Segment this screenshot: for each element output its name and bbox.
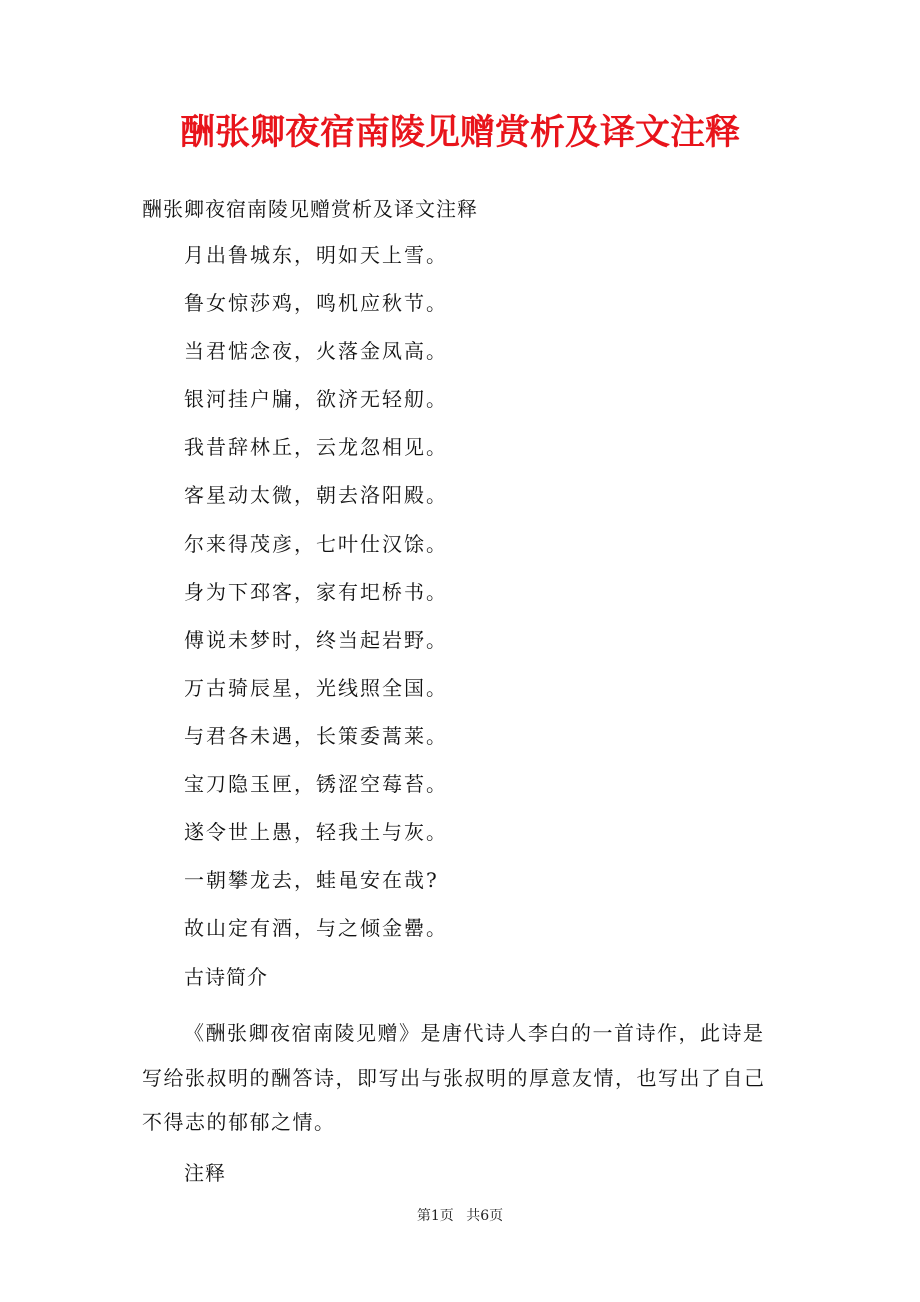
- poem-line: 与君各未遇，长策委蒿莱。: [184, 723, 448, 748]
- poem-line: 我昔辞林丘，云龙忽相见。: [184, 435, 448, 460]
- poem-line: 鲁女惊莎鸡，鸣机应秋节。: [184, 291, 448, 316]
- poem-line: 当君惦念夜，火落金凤高。: [184, 339, 448, 364]
- poem-line: 一朝攀龙去，蛙黾安在哉?: [184, 868, 439, 893]
- document-subtitle: 酬张卿夜宿南陵见赠赏析及译文注释: [142, 197, 478, 221]
- poem-line: 宝刀隐玉匣，锈涩空莓苔。: [184, 772, 448, 797]
- poem-line: 月出鲁城东，明如天上雪。: [184, 243, 448, 267]
- document-title: 酬张卿夜宿南陵见赠赏析及译文注释: [179, 113, 740, 153]
- intro-heading: 古诗简介: [184, 965, 268, 989]
- intro-paragraph: 《酬张卿夜宿南陵见赠》是唐代诗人李白的一首诗作，此诗是写给张叔明的酬答诗，即写出与张叔明的厚意友情，也写出了自己不得志的郁郁之情。: [142, 1021, 766, 1134]
- poem-line: 遂令世上愚，轻我土与灰。: [184, 820, 448, 845]
- poem-text: [184, 240, 448, 961]
- poem-line: 银河挂户牖，欲济无轻舠。: [184, 387, 448, 412]
- page-footer: [0, 1206, 920, 1226]
- page-number-total: 共6页: [466, 1208, 504, 1224]
- page-number-current: 第1页: [416, 1208, 454, 1224]
- poem-line: 客星动太微，朝去洛阳殿。: [184, 483, 448, 508]
- poem-line: 傅说未梦时，终当起岩野。: [184, 627, 448, 652]
- poem-line: 故山定有酒，与之倾金罍。: [184, 916, 448, 941]
- poem-line: 身为下邳客，家有圯桥书。: [184, 579, 448, 604]
- poem-line: 尔来得茂彦，七叶仕汉馀。: [184, 531, 448, 556]
- poem-line: 万古骑辰星，光线照全国。: [184, 675, 448, 700]
- notes-heading: 注释: [184, 1161, 226, 1185]
